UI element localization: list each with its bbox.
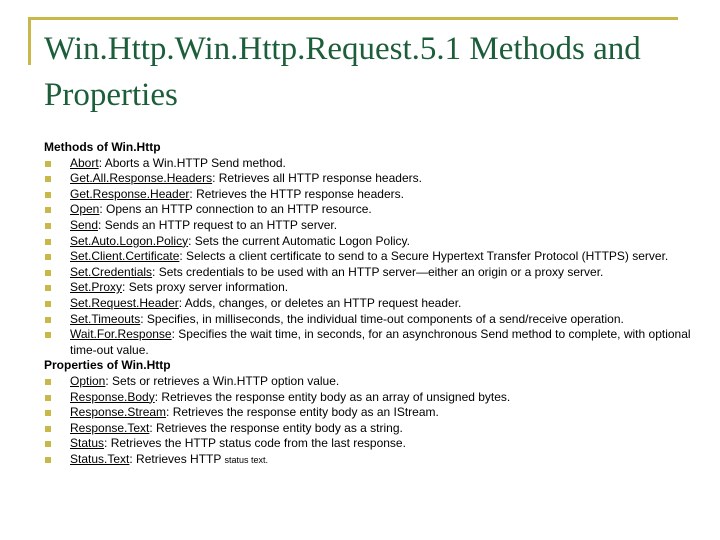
square-bullet-icon xyxy=(45,317,51,323)
square-bullet-icon xyxy=(45,161,51,167)
slide-title: Win.Http.Win.Http.Request.5.1 Methods and Properties xyxy=(44,31,641,113)
property-description: : Retrieves HTTP xyxy=(129,451,225,466)
square-bullet-icon xyxy=(45,254,51,260)
title-frame-left-rule xyxy=(28,17,31,65)
method-link[interactable]: Send xyxy=(70,217,99,232)
square-bullet-icon xyxy=(45,192,51,198)
properties-list xyxy=(44,374,704,469)
method-link[interactable]: Wait.For.Response xyxy=(70,327,172,342)
square-bullet-icon xyxy=(45,176,51,182)
property-description: : Retrieves the response entity body as an array of unsigned bytes. xyxy=(154,389,511,404)
method-link[interactable]: Set.Client.Certificate xyxy=(70,249,180,264)
method-description: : Sends an HTTP request to an HTTP server. xyxy=(98,217,338,232)
slide-content xyxy=(44,140,704,468)
list-item xyxy=(44,405,704,421)
property-description: : Sets or retrieves a Win.HTTP option value. xyxy=(105,373,340,388)
property-link[interactable]: Status.Text xyxy=(70,451,130,466)
list-item xyxy=(44,187,704,203)
property-link[interactable]: Option xyxy=(70,373,106,388)
list-item xyxy=(44,374,704,390)
list-item xyxy=(44,436,704,452)
list-item xyxy=(44,296,704,312)
method-description: : Specifies the wait time, in seconds, for an asynchronous Send method to complete, with optional time-out value. xyxy=(70,327,691,357)
property-description-small: status text. xyxy=(224,454,269,465)
method-description: : Sets credentials to be used with an HTTP server—either an origin or a proxy server. xyxy=(152,264,604,279)
method-description: : Opens an HTTP connection to an HTTP resource. xyxy=(99,202,372,217)
method-link[interactable]: Set.Proxy xyxy=(70,280,123,295)
square-bullet-icon xyxy=(45,457,51,463)
method-link[interactable]: Set.Timeouts xyxy=(70,311,141,326)
list-item xyxy=(44,171,704,187)
method-link[interactable]: Open xyxy=(70,202,100,217)
property-link[interactable]: Response.Body xyxy=(70,389,155,404)
property-description: : Retrieves the HTTP status code from the last response. xyxy=(104,436,406,451)
method-description: : Adds, changes, or deletes an HTTP request header. xyxy=(178,295,462,310)
property-link[interactable]: Response.Text xyxy=(70,420,150,435)
method-link[interactable]: Abort xyxy=(70,155,99,170)
method-description: : Sets the current Automatic Logon Policy. xyxy=(188,233,410,248)
method-description: : Retrieves the HTTP response headers. xyxy=(189,186,404,201)
square-bullet-icon xyxy=(45,426,51,432)
method-description: : Retrieves all HTTP response headers. xyxy=(212,171,422,186)
method-link[interactable]: Set.Credentials xyxy=(70,264,153,279)
list-item xyxy=(44,280,704,296)
square-bullet-icon xyxy=(45,207,51,213)
method-description: : Selects a client certificate to send to a Secure Hypertext Transfer Protocol (HTTPS) server. xyxy=(179,249,669,264)
list-item xyxy=(44,390,704,406)
list-item xyxy=(44,327,704,358)
square-bullet-icon xyxy=(45,270,51,276)
square-bullet-icon xyxy=(45,379,51,385)
method-description: : Specifies, in milliseconds, the individual time-out components of a send/receive operation. xyxy=(140,311,624,326)
property-link[interactable]: Status xyxy=(70,436,105,451)
title-frame-top-rule xyxy=(28,17,678,20)
list-item xyxy=(44,249,704,265)
list-item xyxy=(44,218,704,234)
property-link[interactable]: Response.Stream xyxy=(70,405,167,420)
list-item xyxy=(44,421,704,437)
list-item xyxy=(44,452,704,469)
list-item xyxy=(44,156,704,172)
square-bullet-icon xyxy=(45,239,51,245)
square-bullet-icon xyxy=(45,441,51,447)
method-description: : Aborts a Win.HTTP Send method. xyxy=(98,155,286,170)
list-item xyxy=(44,202,704,218)
square-bullet-icon xyxy=(45,223,51,229)
square-bullet-icon xyxy=(45,332,51,338)
methods-list xyxy=(44,156,704,359)
property-description: : Retrieves the response entity body as a string. xyxy=(149,420,403,435)
method-description: : Sets proxy server information. xyxy=(122,280,289,295)
method-link[interactable]: Get.Response.Header xyxy=(70,186,190,201)
list-item xyxy=(44,265,704,281)
square-bullet-icon xyxy=(45,395,51,401)
square-bullet-icon xyxy=(45,285,51,291)
method-link[interactable]: Get.All.Response.Headers xyxy=(70,171,213,186)
property-description: : Retrieves the response entity body as an IStream. xyxy=(166,405,439,420)
section-heading-properties: Properties of Win.Http xyxy=(44,358,171,373)
square-bullet-icon xyxy=(45,301,51,307)
section-heading-methods: Methods of Win.Http xyxy=(44,140,161,154)
method-link[interactable]: Set.Request.Header xyxy=(70,295,179,310)
square-bullet-icon xyxy=(45,410,51,416)
method-link[interactable]: Set.Auto.Logon.Policy xyxy=(70,233,189,248)
list-item xyxy=(44,312,704,328)
list-item xyxy=(44,234,704,250)
